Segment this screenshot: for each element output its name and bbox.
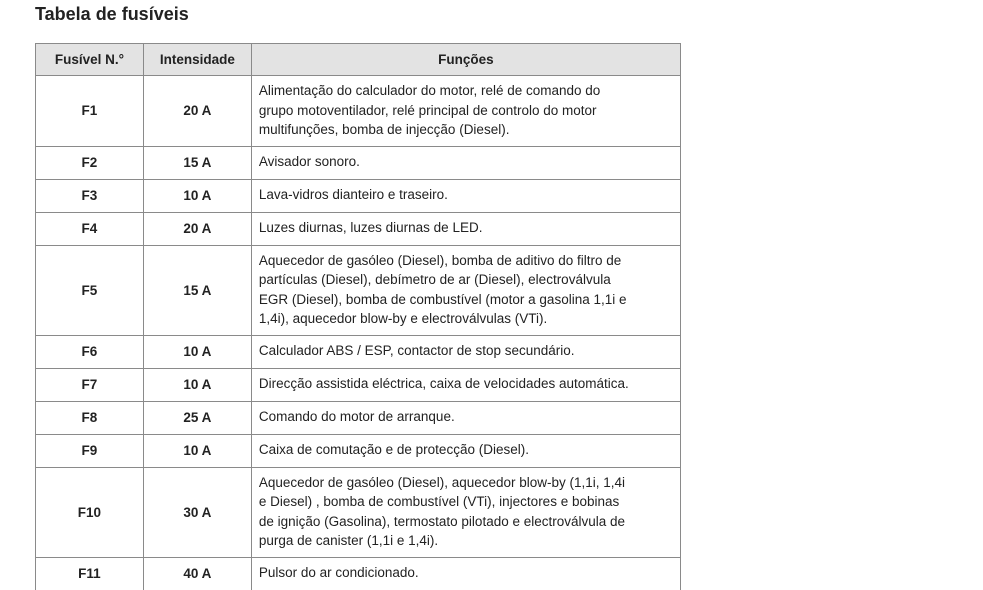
function-line: Avisador sonoro.	[258, 154, 360, 170]
fuse-number-cell: F10	[36, 467, 144, 557]
table-row	[36, 368, 681, 401]
header-fuse-number: Fusível N.°	[36, 44, 144, 76]
function-line: Aquecedor de gasóleo (Diesel), aquecedor blow-by (1,1i, 1,4i	[258, 474, 626, 490]
function-line: Lava-vidros dianteiro e traseiro.	[258, 187, 448, 203]
table-row	[36, 401, 681, 434]
fuse-number-cell: F9	[36, 434, 144, 467]
table-row	[36, 467, 681, 557]
table-row	[36, 557, 681, 590]
table-row	[36, 245, 681, 335]
function-line: Calculador ABS / ESP, contactor de stop secundário.	[258, 343, 575, 359]
functions-cell	[251, 179, 680, 212]
page-title: Tabela de fusíveis	[35, 4, 189, 24]
functions-cell	[251, 245, 680, 335]
function-line: purga de canister (1,1i e 1,4i).	[258, 533, 439, 548]
functions-cell	[251, 212, 680, 245]
function-line: Aquecedor de gasóleo (Diesel), bomba de aditivo do filtro de	[258, 252, 622, 268]
intensity-cell: 15 A	[143, 146, 251, 179]
functions-cell	[251, 76, 680, 147]
functions-cell	[251, 146, 680, 179]
intensity-cell: 25 A	[143, 401, 251, 434]
fuse-number-cell: F11	[36, 557, 144, 590]
fuse-table	[35, 43, 681, 590]
intensity-cell: 10 A	[143, 368, 251, 401]
fuse-number-cell: F2	[36, 146, 144, 179]
function-line: e Diesel) , bomba de combustível (VTi), injectores e bobinas	[258, 494, 620, 509]
table-header-row	[36, 44, 681, 76]
function-line: grupo motoventilador, relé principal de controlo do motor	[258, 102, 597, 118]
fuse-number-cell: F6	[36, 335, 144, 368]
fuse-number-cell: F3	[36, 179, 144, 212]
fuse-number-cell: F7	[36, 368, 144, 401]
table-row	[36, 76, 681, 147]
table-row	[36, 179, 681, 212]
function-line: Pulsor do ar condicionado.	[258, 565, 419, 581]
intensity-cell: 10 A	[143, 335, 251, 368]
table-row	[36, 212, 681, 245]
header-intensity: Intensidade	[143, 44, 251, 76]
functions-cell	[251, 557, 680, 590]
intensity-cell: 15 A	[143, 245, 251, 335]
intensity-cell: 30 A	[143, 467, 251, 557]
functions-cell	[251, 467, 680, 557]
header-functions: Funções	[251, 44, 680, 76]
intensity-cell: 10 A	[143, 434, 251, 467]
table-row	[36, 335, 681, 368]
function-line: Alimentação do calculador do motor, relé de comando do	[258, 83, 601, 98]
table-body	[36, 76, 681, 590]
fuse-number-cell: F1	[36, 76, 144, 147]
functions-cell	[251, 335, 680, 368]
table-row	[36, 146, 681, 179]
intensity-cell: 40 A	[143, 557, 251, 590]
function-line: 1,4i), aquecedor blow-by e electroválvulas (VTi).	[258, 311, 548, 326]
function-line: Caixa de comutação e de protecção (Diesel).	[258, 442, 529, 458]
functions-cell	[251, 401, 680, 434]
function-line: Comando do motor de arranque.	[258, 409, 455, 425]
function-line: multifunções, bomba de injecção (Diesel).	[258, 122, 510, 137]
function-line: partículas (Diesel), debímetro de ar (Diesel), electroválvula	[258, 272, 611, 287]
function-line: Direcção assistida eléctrica, caixa de velocidades automática.	[258, 376, 629, 392]
functions-cell	[251, 434, 680, 467]
function-line: Luzes diurnas, luzes diurnas de LED.	[258, 220, 483, 236]
function-line: EGR (Diesel), bomba de combustível (motor a gasolina 1,1i e	[258, 291, 627, 307]
fuse-number-cell: F8	[36, 401, 144, 434]
functions-cell	[251, 368, 680, 401]
intensity-cell: 10 A	[143, 179, 251, 212]
fuse-number-cell: F5	[36, 245, 144, 335]
intensity-cell: 20 A	[143, 76, 251, 147]
table-row	[36, 434, 681, 467]
fuse-number-cell: F4	[36, 212, 144, 245]
function-line: de ignição (Gasolina), termostato pilotado e electroválvula de	[258, 513, 626, 529]
intensity-cell: 20 A	[143, 212, 251, 245]
